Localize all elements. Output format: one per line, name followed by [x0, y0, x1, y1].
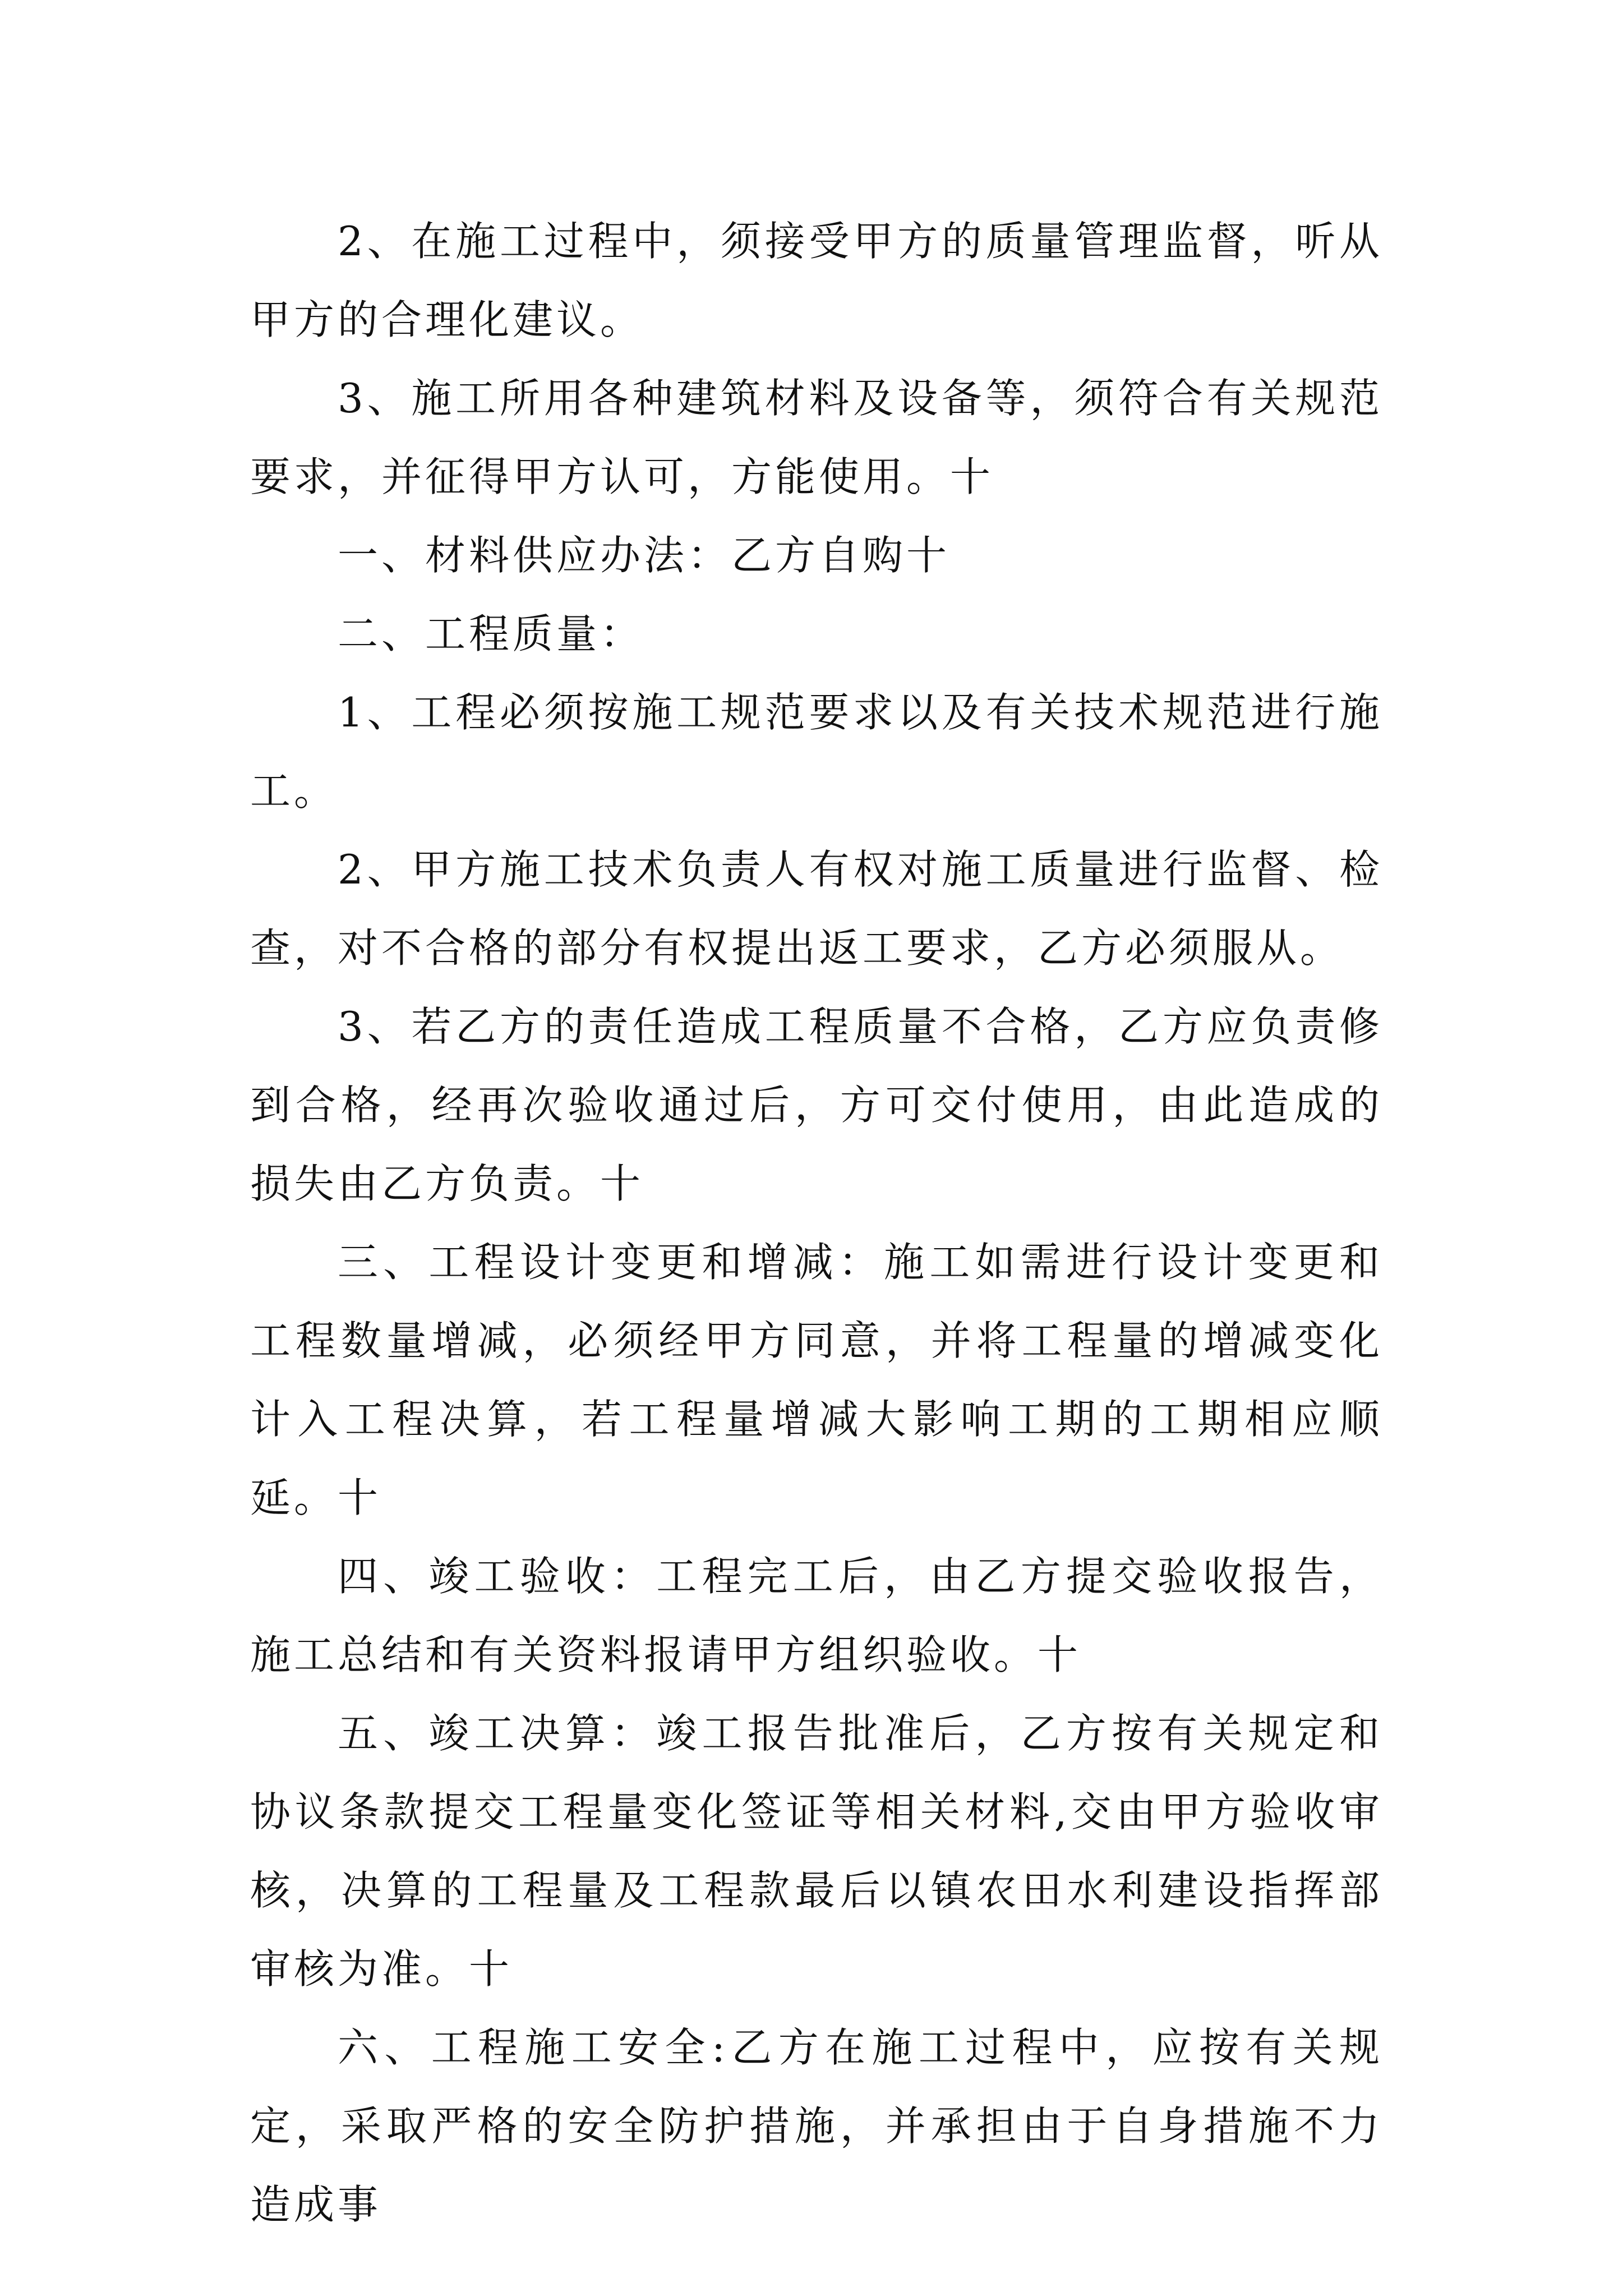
paragraph-materials-equipment: 3、施工所用各种建筑材料及设备等，须符合有关规范要求，并征得甲方认可，方能使用。十: [250, 375, 1383, 500]
paragraph-material-supply: 一、材料供应办法：乙方自购十: [338, 532, 951, 579]
paragraph-design-changes: 三、工程设计变更和增减：施工如需进行设计变更和工程数量增减，必须经甲方同意，并将工程量的增减变化计入工程决算，若工程量增减大影响工期的工期相应顺延。十: [250, 1239, 1383, 1521]
paragraph-engineering-quality-heading: 二、工程质量：: [338, 610, 644, 657]
paragraph-quality-supervision: 2、在施工过程中，须接受甲方的质量管理监督，听从甲方的合理化建议。: [250, 218, 1383, 343]
paragraph-technical-inspection: 2、甲方施工技术负责人有权对施工质量进行监督、检查，对不合格的部分有权提出返工要求，乙方必须服从。: [250, 846, 1383, 972]
paragraph-construction-safety: 六、工程施工安全:乙方在施工过程中，应按有关规定，采取严格的安全防护措施，并承担由于自身措施不力造成事: [250, 2024, 1383, 2228]
paragraph-completion-acceptance: 四、竣工验收：工程完工后，由乙方提交验收报告，施工总结和有关资料报请甲方组织验收。十: [250, 1553, 1383, 1678]
document-body: [250, 202, 1383, 2244]
paragraph-construction-standards: 1、工程必须按施工规范要求以及有关技术规范进行施工。: [250, 689, 1383, 815]
paragraph-final-settlement: 五、竣工决算：竣工报告批准后，乙方按有关规定和协议条款提交工程量变化签证等相关材料,交由甲方验收审核，决算的工程量及工程款最后以镇农田水利建设指挥部审核为准。十: [250, 1710, 1383, 1993]
paragraph-nonconformity-repair: 3、若乙方的责任造成工程质量不合格，乙方应负责修到合格，经再次验收通过后，方可交付使用，由此造成的损失由乙方负责。十: [250, 1003, 1383, 1207]
